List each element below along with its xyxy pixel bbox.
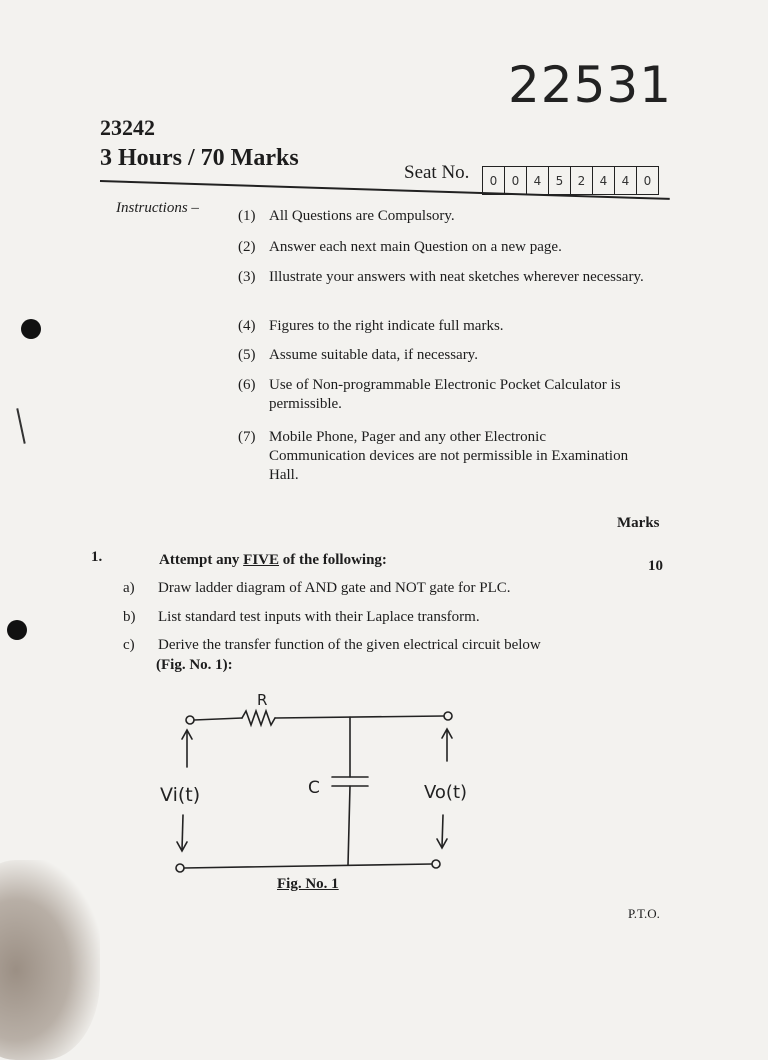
output-voltage-label: Vo(t) xyxy=(424,782,468,803)
instructions-label: Instructions – xyxy=(116,200,199,216)
question-marks: 10 xyxy=(648,558,663,574)
instruction-text: Use of Non-programmable Electronic Pocket Calculator is permissible. xyxy=(269,377,621,412)
instruction-item xyxy=(238,376,648,414)
subquestion-label: b) xyxy=(123,609,136,625)
subject-code: 23242 xyxy=(100,115,155,140)
instruction-text: Assume suitable data, if necessary. xyxy=(269,347,478,363)
punch-hole-bottom xyxy=(7,620,27,640)
instruction-item xyxy=(238,207,648,226)
question-title-emphasis: FIVE xyxy=(243,552,279,568)
resistor-symbol xyxy=(242,711,275,725)
output-arrow-down xyxy=(442,815,443,847)
subquestion xyxy=(123,637,541,654)
subquestion xyxy=(123,609,480,626)
seat-digit: 2 xyxy=(570,167,592,194)
subquestion xyxy=(123,580,511,597)
subquestion-label: a) xyxy=(123,580,135,596)
seat-number-label: Seat No. xyxy=(404,162,470,183)
instruction-item xyxy=(238,317,648,336)
seat-digit: 0 xyxy=(504,167,526,194)
instruction-text: Illustrate your answers with neat sketches wherever necessary. xyxy=(269,269,644,285)
instruction-number: (1) xyxy=(238,208,256,224)
pto-note: P.T.O. xyxy=(628,906,660,921)
question-title-prefix: Attempt any xyxy=(159,552,244,568)
pencil-mark xyxy=(16,408,25,444)
instruction-text: Figures to the right indicate full marks. xyxy=(269,318,504,334)
instruction-number: (3) xyxy=(238,269,256,285)
seat-digit: 0 xyxy=(489,173,498,188)
wire xyxy=(275,716,444,718)
seat-digit: 5 xyxy=(548,167,570,194)
duration-marks: 3 Hours / 70 Marks xyxy=(100,145,299,171)
rc-circuit-diagram xyxy=(160,685,468,880)
input-terminal-bottom xyxy=(176,864,184,872)
question-title xyxy=(159,552,387,569)
instruction-item xyxy=(238,238,648,257)
instruction-number: (6) xyxy=(238,377,256,393)
input-arrow-down xyxy=(182,815,183,850)
seat-digit: 4 xyxy=(592,167,614,194)
output-terminal-top xyxy=(444,712,452,720)
question-title-suffix: of the following: xyxy=(279,552,387,568)
instruction-item xyxy=(238,346,648,365)
instruction-text: All Questions are Compulsory. xyxy=(269,208,455,224)
output-terminal-bottom xyxy=(432,860,440,868)
wire xyxy=(194,718,242,720)
paper-code: 22531 xyxy=(508,56,673,114)
figure-reference: (Fig. No. 1): xyxy=(156,657,233,673)
input-terminal-top xyxy=(186,716,194,724)
seat-number-boxes xyxy=(482,166,659,195)
instruction-text: Answer each next main Question on a new page. xyxy=(269,239,562,255)
instruction-text: Mobile Phone, Pager and any other Electronic Communication devices are not permissible in Examination Hall. xyxy=(269,429,629,483)
subquestion-text: Derive the transfer function of the given electrical circuit below xyxy=(158,637,541,653)
subquestion-text: Draw ladder diagram of AND gate and NOT gate for PLC. xyxy=(158,580,511,596)
capacitor-label: C xyxy=(308,778,320,798)
seat-digit: 0 xyxy=(636,167,658,194)
instruction-number: (2) xyxy=(238,239,256,255)
input-voltage-label: Vi(t) xyxy=(160,784,201,806)
instruction-item xyxy=(238,428,648,485)
wire xyxy=(184,864,432,868)
seat-digit: 4 xyxy=(614,167,636,194)
subquestion-label: c) xyxy=(123,637,135,653)
instruction-number: (5) xyxy=(238,347,256,363)
subquestion-text: List standard test inputs with their Laplace transform. xyxy=(158,609,480,625)
marks-heading: Marks xyxy=(617,515,660,531)
instruction-number: (7) xyxy=(238,429,256,445)
seat-digit: 4 xyxy=(526,167,548,194)
instruction-number: (4) xyxy=(238,318,256,334)
punch-hole-top xyxy=(21,319,41,339)
wire xyxy=(348,786,350,865)
question-number: 1. xyxy=(91,549,103,565)
finger-shadow xyxy=(0,860,100,1060)
figure-caption: Fig. No. 1 xyxy=(277,876,339,892)
instruction-item xyxy=(238,268,648,287)
resistor-label: R xyxy=(257,691,268,709)
